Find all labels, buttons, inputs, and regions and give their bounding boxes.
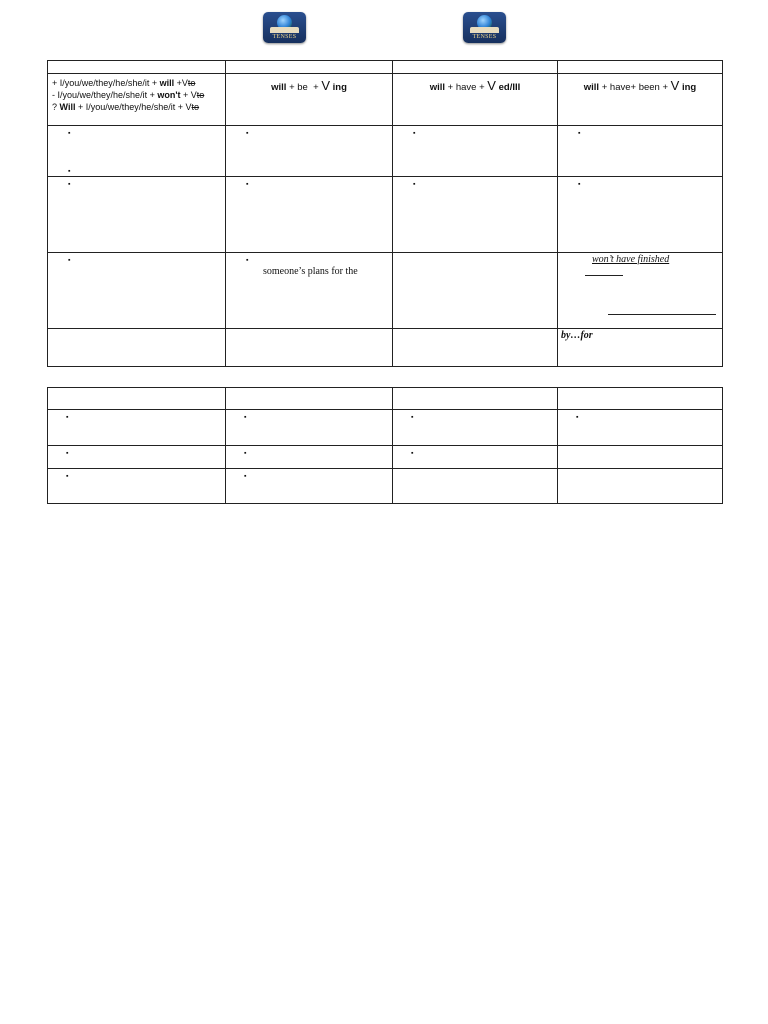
bullet: ▪ [411, 450, 414, 457]
bullet: ▪ [66, 473, 69, 480]
bullet: ▪ [68, 168, 71, 175]
table-row [48, 61, 723, 74]
blank-line [608, 314, 716, 315]
table-row [48, 253, 723, 329]
bullet: ▪ [244, 450, 247, 457]
wont-have-finished-note: won’t have finished [592, 254, 670, 265]
bullet: ▪ [244, 473, 247, 480]
table-row [48, 410, 723, 446]
future-perfect-formula: will + have + V ed/III [393, 74, 558, 126]
logo-word: TENSES [272, 34, 297, 40]
bullet: ▪ [578, 181, 581, 188]
by-for-note: by…for [561, 330, 593, 341]
bullet: ▪ [68, 130, 71, 137]
future-perfect-continuous-formula: will + have+ been + V ing [558, 74, 723, 126]
bullet: ▪ [413, 130, 416, 137]
future-continuous-formula: will + be + V ing [226, 74, 393, 126]
table-row [48, 446, 723, 469]
bullet: ▪ [66, 450, 69, 457]
bullet: ▪ [411, 414, 414, 421]
tenses-table-2 [47, 387, 723, 504]
tenses-table [47, 60, 723, 367]
tenses-logo [263, 12, 306, 43]
table-row [48, 469, 723, 504]
tenses-logo [463, 12, 506, 43]
table-row [48, 329, 723, 367]
logo-word: TENSES [472, 34, 497, 40]
table-row [48, 126, 723, 177]
blank-line [585, 275, 623, 276]
table-row [48, 177, 723, 253]
bullet: ▪ [578, 130, 581, 137]
bullet: ▪ [246, 181, 249, 188]
table-row [48, 74, 723, 126]
plans-note: someone’s plans for the [263, 266, 358, 277]
bullet: ▪ [244, 414, 247, 421]
bullet: ▪ [413, 181, 416, 188]
bullet: ▪ [246, 257, 249, 264]
bullet: ▪ [576, 414, 579, 421]
bullet: ▪ [246, 130, 249, 137]
bullet: ▪ [68, 257, 71, 264]
bullet: ▪ [68, 181, 71, 188]
bullet: ▪ [66, 414, 69, 421]
table-row [48, 388, 723, 410]
future-simple-formula: + I/you/we/they/he/she/it + will +Vto - I/you/we/they/he/she/it + won't + Vto ? Will + I/you/we/they/he/she/it + Vto [48, 74, 226, 126]
